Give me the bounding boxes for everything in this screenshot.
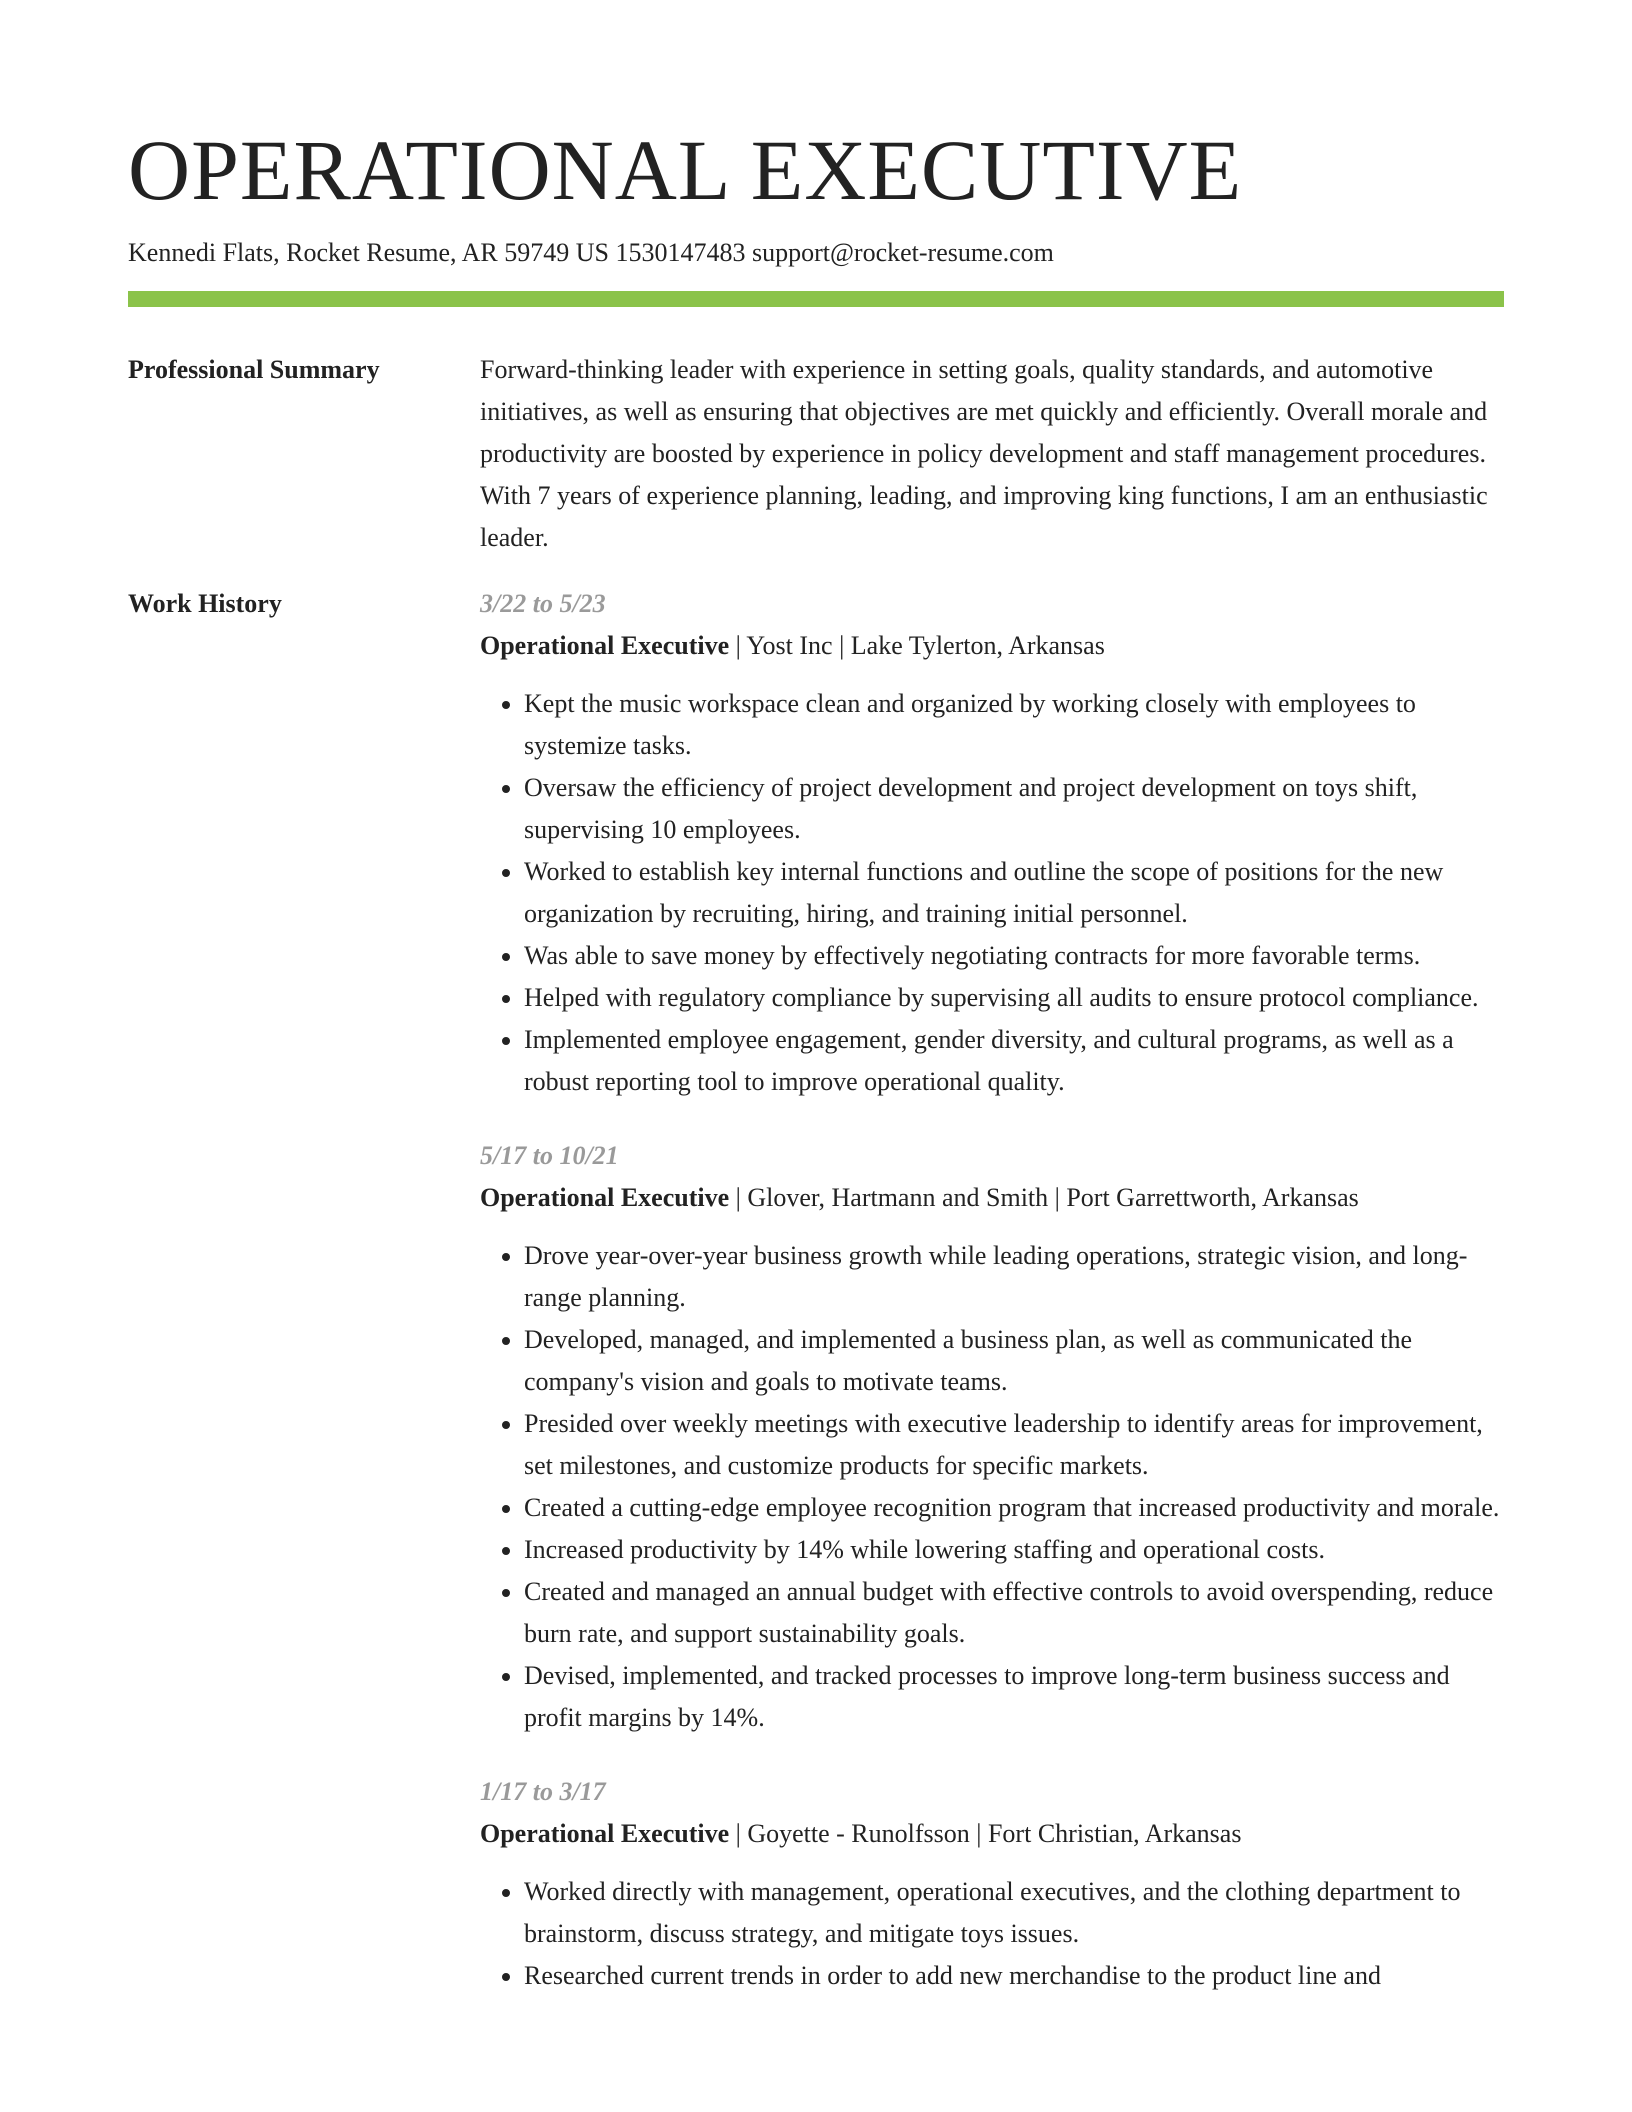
job-bullet: • Presided over weekly meetings with executive leadership to identify areas for improvement, set milestones, and customize products for specific markets.: [524, 1403, 1504, 1487]
job-bullet: • Devised, implemented, and tracked processes to improve long-term business success and profit margins by 14%.: [524, 1655, 1504, 1739]
job-bullet: • Kept the music workspace clean and organized by working closely with employees to systemize tasks.: [524, 683, 1504, 767]
summary-text: Forward-thinking leader with experience in setting goals, quality standards, and automotive initiatives, as well as ensuring that objectives are met quickly and efficiently. Overall morale and productivity are boosted by experience in policy development and staff management procedures. With 7 years of experience planning, leading, and improving king functions, I am an enthusiastic leader.: [480, 355, 1488, 552]
job-heading: [480, 1177, 1504, 1219]
section-title-work-history: Work History: [128, 589, 282, 618]
job-bullet: • Researched current trends in order to add new merchandise to the product line and: [524, 1955, 1504, 1997]
job-bullet: • Was able to save money by effectively negotiating contracts for more favorable terms.: [524, 935, 1504, 977]
job-heading: [480, 1813, 1504, 1855]
job-bullet: • Worked to establish key internal functions and outline the scope of positions for the new organization by recruiting, hiring, and training initial personnel.: [524, 851, 1504, 935]
accent-divider: [128, 291, 1504, 307]
job-company-location: | Yost Inc | Lake Tylerton, Arkansas: [729, 631, 1105, 660]
resume-name: OPERATIONAL EXECUTIVE: [128, 122, 1243, 218]
job-title: Operational Executive: [480, 1183, 730, 1212]
job-bullet: • Increased productivity by 14% while lowering staffing and operational costs.: [524, 1529, 1504, 1571]
job-bullet: • Drove year-over-year business growth while leading operations, strategic vision, and long-range planning.: [524, 1235, 1504, 1319]
job-title: Operational Executive: [480, 1819, 730, 1848]
job-heading: [480, 625, 1504, 667]
job-bullet: • Created a cutting-edge employee recognition program that increased productivity and morale.: [524, 1487, 1504, 1529]
job-bullet-list: [480, 683, 1504, 1103]
job-bullet: • Developed, managed, and implemented a business plan, as well as communicated the company's vision and goals to motivate teams.: [524, 1319, 1504, 1403]
job-dates: 5/17 to 10/21: [480, 1141, 619, 1170]
job-company-location: | Goyette - Runolfsson | Fort Christian, Arkansas: [729, 1819, 1242, 1848]
job-bullet: • Implemented employee engagement, gender diversity, and cultural programs, as well as a robust reporting tool to improve operational quality.: [524, 1019, 1504, 1103]
job-dates: 3/22 to 5/23: [480, 589, 606, 618]
job-bullet: • Created and managed an annual budget with effective controls to avoid overspending, reduce burn rate, and support sustainability goals.: [524, 1571, 1504, 1655]
summary-section: [128, 357, 1504, 559]
job-entry: [480, 1135, 1504, 1739]
job-entry: [480, 583, 1504, 1103]
job-title: Operational Executive: [480, 631, 730, 660]
job-dates: 1/17 to 3/17: [480, 1777, 606, 1806]
job-bullet-list: [480, 1235, 1504, 1739]
job-bullet-list: [480, 1871, 1504, 1997]
work-history-section: [128, 591, 1504, 2029]
summary-body: [480, 357, 1504, 559]
job-company-location: | Glover, Hartmann and Smith | Port Garrettworth, Arkansas: [729, 1183, 1359, 1212]
resume-page: [128, 118, 1504, 2029]
job-bullet: • Helped with regulatory compliance by supervising all audits to ensure protocol compliance.: [524, 977, 1504, 1019]
job-entry: [480, 1771, 1504, 1997]
job-bullet: • Oversaw the efficiency of project development and project development on toys shift, supervising 10 employees.: [524, 767, 1504, 851]
work-history-body: [480, 591, 1504, 2029]
contact-info: Kennedi Flats, Rocket Resume, AR 59749 US 1530147483 support@rocket-resume.com: [128, 238, 1054, 267]
section-title-summary: Professional Summary: [128, 355, 380, 384]
job-bullet: • Worked directly with management, operational executives, and the clothing department to brainstorm, discuss strategy, and mitigate toys issues.: [524, 1871, 1504, 1955]
